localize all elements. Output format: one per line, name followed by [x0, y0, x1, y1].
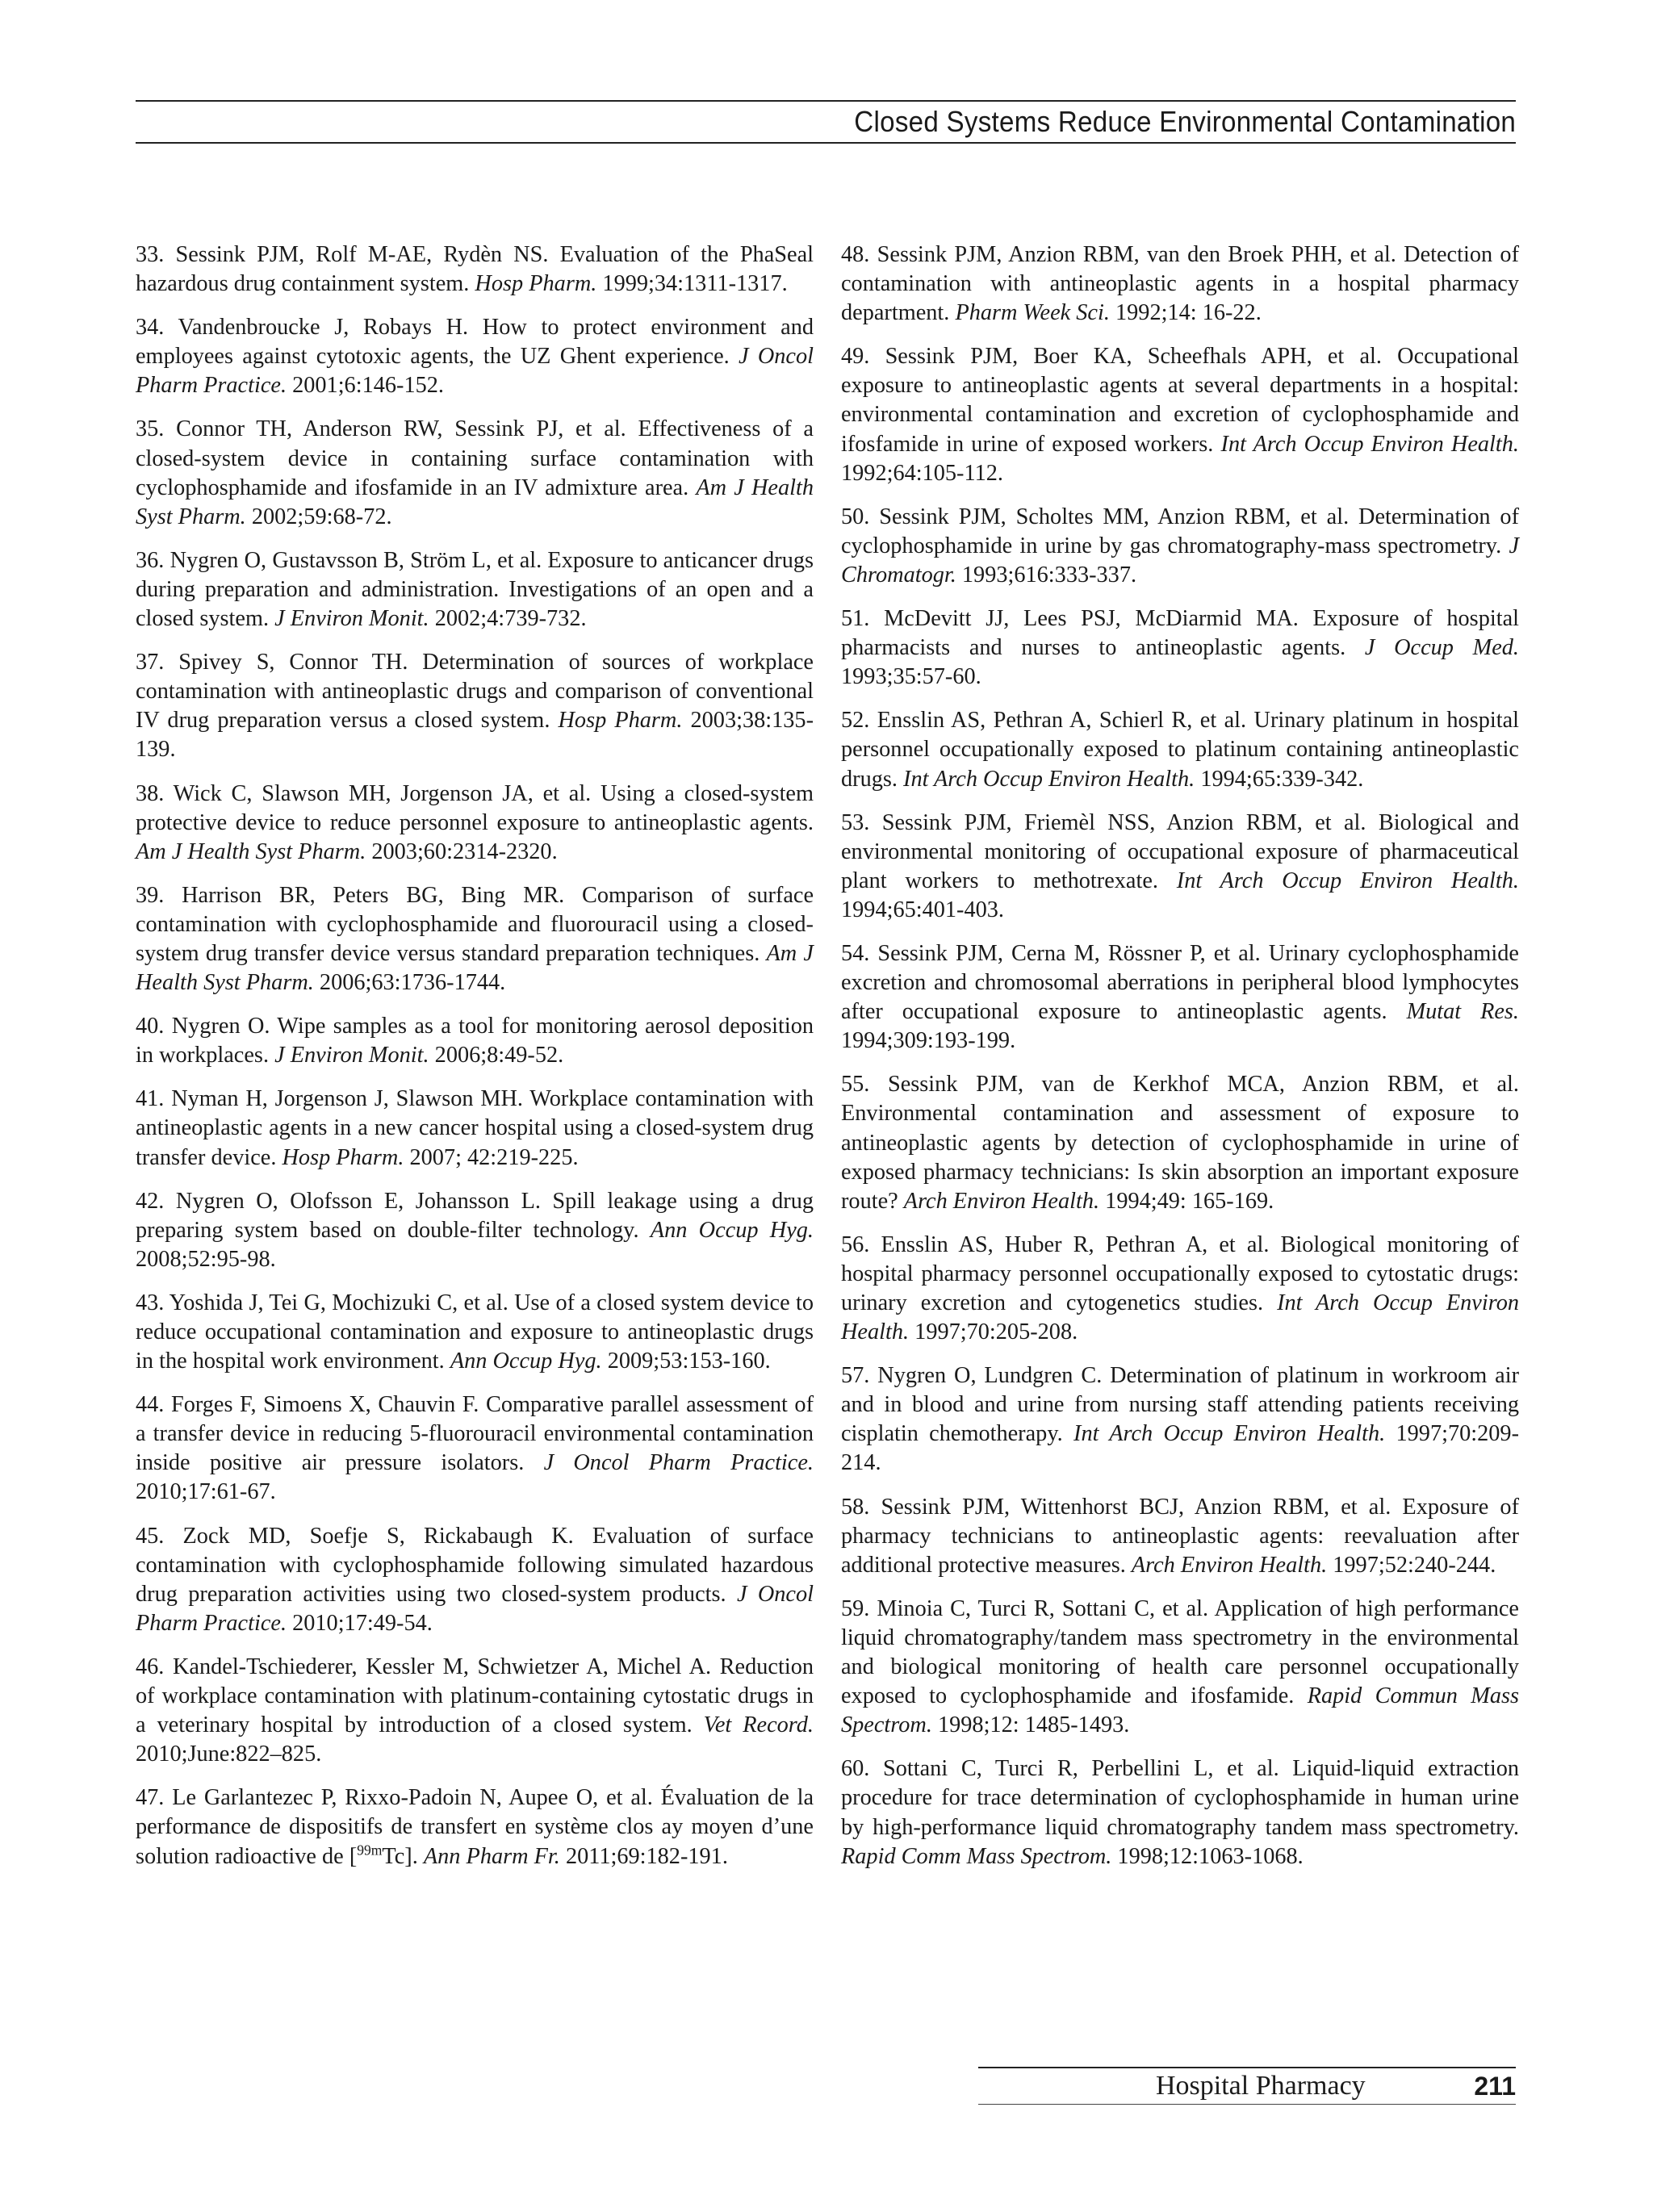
reference-text: 1992;64:105-112.	[841, 460, 1003, 486]
reference-text: 34. Vandenbroucke J, Robays H. How to protect environment and employees against cytotoxic agents, the UZ Ghent experience.	[136, 315, 814, 370]
reference-text: 33. Sessink PJM, Rolf M-AE, Rydèn NS. Evaluation of the PhaSeal hazardous drug containment system.	[136, 242, 814, 297]
reference-entry	[136, 881, 814, 997]
reference-text: 2010;17:61-67.	[136, 1479, 276, 1505]
reference-text: 60. Sottani C, Turci R, Perbellini L, et al. Liquid-liquid extraction procedure for trace determination of cyclophosphamide in human urine by high-performance liquid chromatography tandem mass spectrometry.	[841, 1756, 1519, 1840]
reference-text: 59. Minoia C, Turci R, Sottani C, et al. Application of high performance liquid chromatography/tandem mass spectrometry in the environmental and biological monitoring of health care personnel occupationally exposed to cyclophosphamide and ifosfamide.	[841, 1595, 1519, 1709]
reference-text: 41. Nyman H, Jorgenson J, Slawson MH. Workplace contamination with antineoplastic agents in a new cancer hospital using a closed-system drug transfer device.	[136, 1086, 814, 1170]
journal-title: Ann Occup Hyg.	[450, 1349, 602, 1374]
reference-text: 36. Nygren O, Gustavsson B, Ström L, et al. Exposure to anticancer drugs during preparation and administration. Investigations of an open and a closed system.	[136, 547, 814, 632]
reference-entry	[136, 546, 814, 633]
journal-title: Mutat Res.	[1406, 999, 1519, 1025]
reference-text: 2002;59:68-72.	[245, 504, 392, 529]
journal-title: Am J Health Syst Pharm.	[136, 475, 814, 529]
journal-title: Rapid Commun Mass Spectrom.	[841, 1683, 1519, 1738]
journal-title: Rapid Comm Mass Spectrom.	[841, 1843, 1112, 1869]
journal-title: Int Arch Occup Environ Health.	[1073, 1421, 1386, 1447]
reference-entry	[136, 313, 814, 400]
journal-title: J Chromatogr.	[841, 533, 1519, 587]
reference-text: 35. Connor TH, Anderson RW, Sessink PJ, et al. Effectiveness of a closed-system device in containing surface contamination with cyclophosphamide and ifosfamide in an IV admixture area.	[136, 416, 814, 500]
reference-entry	[136, 240, 814, 299]
journal-title: Int Arch Occup Environ Health.	[903, 766, 1195, 792]
reference-text: 50. Sessink PJM, Scholtes MM, Anzion RBM, et al. Determination of cyclophosphamide in urine by gas chromatography-mass spectrometry.	[841, 504, 1519, 558]
reference-text: 53. Sessink PJM, Friemèl NSS, Anzion RBM, et al. Biological and environmental monitoring of occupational exposure of pharmaceutical plant workers to methotrexate.	[841, 809, 1519, 893]
reference-entry	[136, 780, 814, 867]
reference-entry	[136, 1085, 814, 1172]
reference-text: 45. Zock MD, Soefje S, Rickabaugh K. Evaluation of surface contamination with cyclophosphamide following simulated hazardous drug preparation activities using two closed-system products.	[136, 1523, 814, 1607]
reference-entry	[136, 648, 814, 764]
reference-text: 1997;52:240-244.	[1327, 1552, 1496, 1578]
reference-entry	[841, 1361, 1519, 1478]
reference-text: 51. McDevitt JJ, Lees PSJ, McDiarmid MA. Exposure of hospital pharmacists and nurses to antineoplastic agents.	[841, 606, 1519, 661]
reference-entry	[136, 1653, 814, 1769]
footer-rule-bottom	[978, 2104, 1516, 2105]
reference-text: 1994;65:339-342.	[1195, 766, 1364, 792]
reference-text: 2002;4:739-732.	[429, 606, 587, 632]
reference-text: 44. Forges F, Simoens X, Chauvin F. Comparative parallel assessment of a transfer device in reducing 5-fluorouracil environmental contamination inside positive air pressure isolators.	[136, 1392, 814, 1476]
reference-text: 47. Le Garlantezec P, Rixxo-Padoin N, Aupee O, et al. Évaluation de la performance de dispositifs de transfert en système clos ay moyen d’une solution radioactive de [	[136, 1785, 814, 1869]
reference-entry	[136, 1390, 814, 1507]
journal-title: J Oncol Pharm Practice.	[136, 1581, 814, 1636]
journal-title: Ann Occup Hyg.	[650, 1217, 814, 1243]
journal-title: Am J Health Syst Pharm.	[136, 940, 814, 996]
journal-title: Hosp Pharm.	[282, 1144, 404, 1170]
reference-text: 37. Spivey S, Connor TH. Determination of sources of workplace contamination with antineoplastic drugs and comparison of conventional IV drug preparation versus a closed system.	[136, 650, 814, 734]
reference-text: 2006;63:1736-1744.	[313, 970, 506, 996]
reference-text: 38. Wick C, Slawson MH, Jorgenson JA, et al. Using a closed-system protective device to reduce personnel exposure to antineoplastic agents.	[136, 780, 814, 835]
page-number: 211	[1474, 2072, 1516, 2101]
journal-title: Int Arch Occup Environ Health.	[1176, 868, 1519, 893]
journal-title: Hosp Pharm.	[475, 271, 597, 297]
reference-text: 1994;65:401-403.	[841, 897, 1005, 922]
footer-journal-name: Hospital Pharmacy	[1156, 2071, 1366, 2101]
journal-title: J Occup Med.	[1364, 635, 1519, 661]
reference-text: 2003;38:135-139.	[136, 708, 814, 763]
journal-title: Ann Pharm Fr.	[423, 1843, 560, 1869]
reference-entry	[841, 1231, 1519, 1347]
reference-text: 1994;49: 165-169.	[1099, 1188, 1274, 1214]
journal-title: Hosp Pharm.	[558, 708, 683, 734]
reference-entry	[841, 503, 1519, 590]
reference-text: 1999;34:1311-1317.	[596, 271, 788, 297]
reference-text: 56. Ensslin AS, Huber R, Pethran A, et al. Biological monitoring of hospital pharmacy personnel occupationally exposed to cytostatic drugs: urinary excretion and cytogenetics studies.	[841, 1231, 1519, 1315]
reference-entry	[841, 342, 1519, 487]
journal-title: J Environ Monit.	[274, 606, 429, 632]
reference-text: 1998;12:1063-1068.	[1111, 1843, 1304, 1869]
reference-text: 1997;70:209-214.	[841, 1421, 1519, 1476]
reference-text: Tc].	[382, 1843, 424, 1869]
reference-text: 1993;616:333-337.	[956, 562, 1137, 587]
footer-rule	[978, 2067, 1516, 2068]
reference-text: 2009;53:153-160.	[601, 1349, 771, 1374]
reference-text: 2006;8:49-52.	[429, 1043, 564, 1068]
reference-text: 1992;14: 16-22.	[1109, 300, 1262, 326]
header-rule-bottom	[136, 142, 1516, 144]
reference-text: 2003;60:2314-2320.	[366, 838, 558, 864]
journal-title: Pharm Week Sci.	[955, 300, 1110, 326]
reference-entry	[841, 240, 1519, 328]
superscript: 99m	[357, 1842, 383, 1859]
reference-text: 2011;69:182-191.	[559, 1843, 728, 1869]
reference-text: 39. Harrison BR, Peters BG, Bing MR. Comparison of surface contamination with cyclophosphamide and fluorouracil using a closed-system drug transfer device versus standard preparation techniques.	[136, 882, 814, 966]
reference-entry	[841, 706, 1519, 793]
reference-entry	[136, 1522, 814, 1638]
reference-text: 52. Ensslin AS, Pethran A, Schierl R, et al. Urinary platinum in hospital personnel occupationally exposed to platinum containing antineoplastic drugs.	[841, 708, 1519, 792]
reference-text: 43. Yoshida J, Tei G, Mochizuki C, et al. Use of a closed system device to reduce occupational contamination and exposure to antineoplastic drugs in the hospital work environment.	[136, 1290, 814, 1374]
reference-text: 2010;June:822–825.	[136, 1742, 322, 1767]
journal-title: Arch Environ Health.	[1131, 1552, 1328, 1578]
reference-entry	[136, 1289, 814, 1376]
reference-text: 2010;17:49-54.	[287, 1610, 433, 1636]
references-right-column	[841, 240, 1519, 1886]
reference-text: 42. Nygren O, Olofsson E, Johansson L. Spill leakage using a drug preparing system based on double-filter technology.	[136, 1188, 814, 1243]
references-left-column	[136, 240, 814, 1886]
reference-text: 40. Nygren O. Wipe samples as a tool for monitoring aerosol deposition in workplaces.	[136, 1014, 814, 1068]
reference-entry	[841, 809, 1519, 925]
reference-entry	[136, 1012, 814, 1070]
reference-entry	[841, 1493, 1519, 1580]
reference-entry	[841, 1070, 1519, 1215]
reference-text: 49. Sessink PJM, Boer KA, Scheefhals APH, et al. Occupational exposure to antineoplastic agents at several departments in a hospital: environmental contamination and excretion of cyclophosphamide and ifosfamide in urine of exposed workers.	[841, 344, 1519, 457]
reference-text: 54. Sessink PJM, Cerna M, Rössner P, et al. Urinary cyclophosphamide excretion and chromosomal aberrations in peripheral blood lymphocytes after occupational exposure to antineoplastic agents.	[841, 940, 1519, 1025]
reference-text: 1993;35:57-60.	[841, 664, 981, 690]
journal-title: J Oncol Pharm Practice.	[543, 1450, 814, 1476]
reference-text: 1998;12: 1485-1493.	[931, 1712, 1130, 1738]
header-rule-top	[136, 100, 1516, 102]
journal-title: Int Arch Occup Environ Health.	[1220, 431, 1519, 457]
reference-text: 57. Nygren O, Lundgren C. Determination of platinum in workroom air and in blood and urine from nursing staff attending patients receiving cisplatin chemotherapy.	[841, 1363, 1519, 1447]
reference-entry	[136, 415, 814, 531]
journal-title: J Oncol Pharm Practice.	[136, 344, 814, 399]
reference-text: 48. Sessink PJM, Anzion RBM, van den Broek PHH, et al. Detection of contamination with antineoplastic agents in a hospital pharmacy department.	[841, 242, 1519, 326]
reference-text: 2001;6:146-152.	[287, 373, 444, 399]
reference-entry	[841, 939, 1519, 1056]
running-head: Closed Systems Reduce Environmental Contamination	[854, 105, 1516, 138]
reference-entry	[136, 1783, 814, 1871]
journal-title: Arch Environ Health.	[903, 1188, 1100, 1214]
journal-title: J Environ Monit.	[274, 1043, 429, 1068]
reference-text: 46. Kandel-Tschiederer, Kessler M, Schwietzer A, Michel A. Reduction of workplace contamination with platinum-containing cytostatic drugs in a veterinary hospital by introduction of a closed system.	[136, 1654, 814, 1738]
reference-entry	[841, 604, 1519, 692]
reference-text: 2008;52:95-98.	[136, 1246, 276, 1272]
journal-title: Int Arch Occup Environ Health.	[841, 1290, 1519, 1345]
reference-entry	[136, 1187, 814, 1274]
reference-text: 1997;70:205-208.	[909, 1319, 1078, 1345]
reference-text: 58. Sessink PJM, Wittenhorst BCJ, Anzion RBM, et al. Exposure of pharmacy technicians to antineoplastic agents: reevaluation after additional protective measures.	[841, 1494, 1519, 1578]
reference-text: 55. Sessink PJM, van de Kerkhof MCA, Anzion RBM, et al. Environmental contamination and assessment of exposure to antineoplastic agents by detection of cyclophosphamide in urine of exposed pharmacy technicians: Is skin absorption an important exposure route?	[841, 1072, 1519, 1214]
reference-entry	[841, 1595, 1519, 1740]
journal-title: Am J Health Syst Pharm.	[136, 838, 366, 864]
journal-title: Vet Record.	[703, 1712, 814, 1738]
reference-text: 1994;309:193-199.	[841, 1028, 1016, 1054]
reference-text: 2007; 42:219-225.	[404, 1144, 579, 1170]
reference-entry	[841, 1754, 1519, 1871]
